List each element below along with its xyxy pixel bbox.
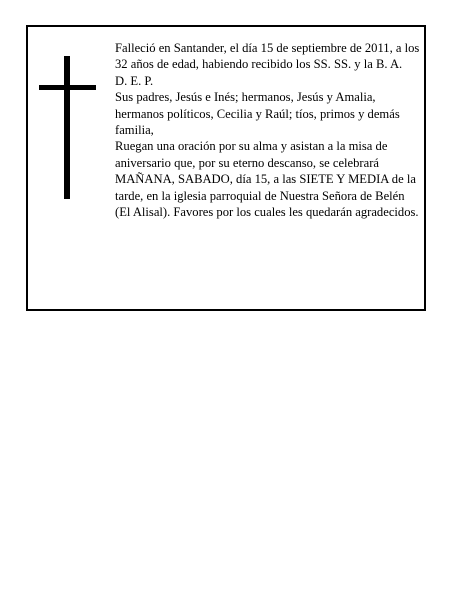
notice-text <box>115 40 420 220</box>
cross-vertical-bar <box>64 56 70 199</box>
mass-invitation: Ruegan una oración por su alma y asistan a la misa de aniversario que, por su eterno descanso, se celebrará MAÑANA, SABADO, día 15, a las SIETE Y MEDIA de la tarde, en la iglesia parroquial de Nuestra Señora de Belén (El Alisal). Favores por los cuales les quedarán agradecidos. <box>115 139 419 220</box>
family-list: Sus padres, Jesús e Inés; hermanos, Jesús y Amalia, hermanos políticos, Cecilia y Raúl; tíos, primos y demás familia, <box>115 90 400 138</box>
cross-horizontal-bar <box>39 85 96 90</box>
death-announcement: Falleció en Santander, el día 15 de septiembre de 2011, a los 32 años de edad, habiendo recibido los SS. SS. y la B. A. <box>115 41 420 72</box>
rip-line: D. E. P. <box>115 73 154 88</box>
cross-icon <box>39 56 96 199</box>
obituary-notice <box>26 25 426 311</box>
